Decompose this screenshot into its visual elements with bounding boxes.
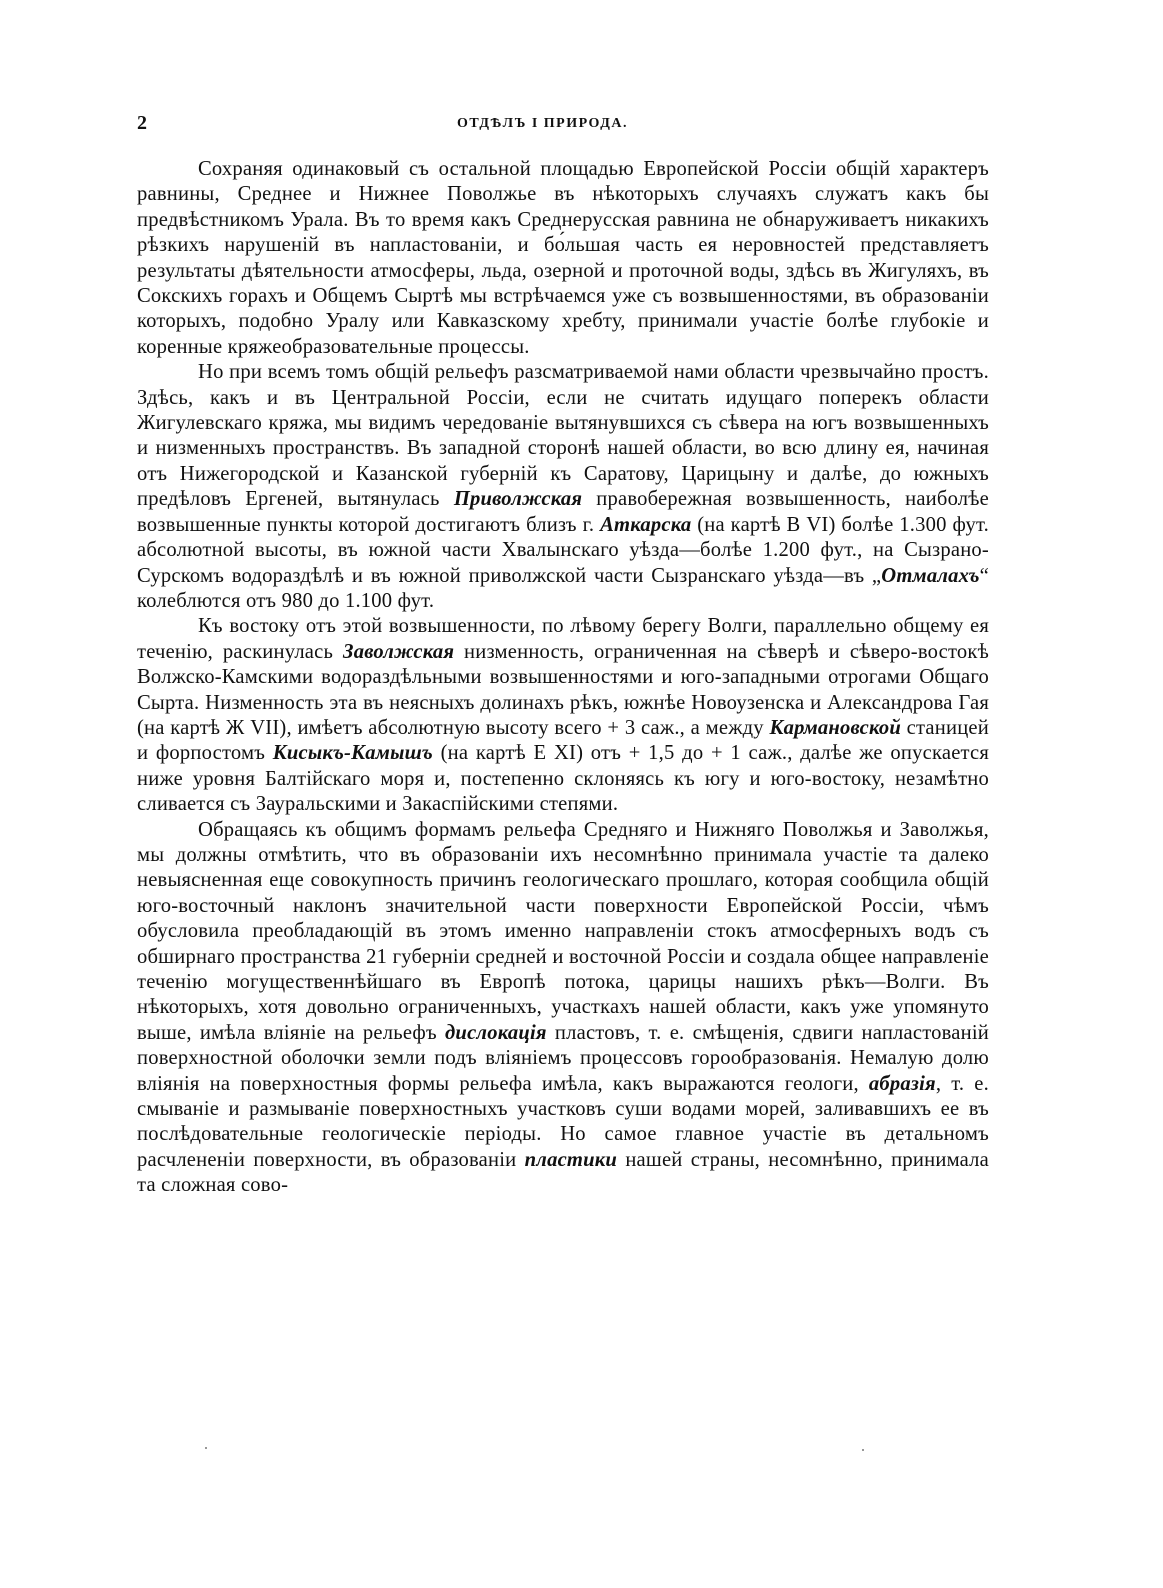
italic-term: дислокація	[445, 1021, 547, 1044]
text-run: , т. е. смываніе и размываніе поверхностныхъ участковъ суши водами морей, заливавшихъ ее въ послѣдовательные геологическіе періоды. Но самое главное участіе въ детальномъ расчлененіи поверхности, въ образованіи	[137, 1072, 989, 1171]
text-run: Но при всемъ томъ общій рельефъ разсматриваемой нами области чрезвычайно простъ. Здѣсь, какъ и въ Центральной Россіи, если не считать идущаго поперекъ области Жигулевскаго кряжа, мы видимъ чередованіе вытянувшихся съ сѣвера на югъ возвышенныхъ и низменныхъ пространствъ. Въ западной сторонѣ нашей области, во всю длину ея, начиная отъ Нижегородской и Казанской губерній къ Саратову, Царицыну и далѣе, до южныхъ предѣловъ Ергеней, вытянулась	[137, 361, 989, 511]
italic-term: Заволжская	[343, 640, 455, 663]
text-run: пластовъ, т. е. смѣщенія, сдвиги напластованій поверхностной оболочки земли подъ вліяніемъ процессовъ горообразованія. Немалую долю вліянія на поверхностныя формы рельефа имѣла, какъ выражаются геологи,	[137, 1021, 989, 1095]
paragraph	[137, 818, 989, 1199]
text-run: Сохраняя одинаковый съ остальной площадью Европейской Россіи общій характеръ равнины, Среднее и Нижнее Поволжье въ нѣкоторыхъ случаяхъ служатъ какъ бы предвѣстникомъ Урала. Въ то время какъ Среднерусская равнина не обнаруживаетъ никакихъ рѣзкихъ нарушеній въ напластованіи, и бо́льшая часть ея неровностей представляетъ результаты дѣятельности атмосферы, льда, озерной и проточной воды, здѣсь въ Жигуляхъ, въ Сокскихъ горахъ и Общемъ Сыртѣ мы встрѣчаемся уже съ возвышенностями, въ образованіи которыхъ, подобно Уралу или Кавказскому хребту, принимали участіе болѣе глубокіе и коренные кряжеобразовательные процессы.	[137, 158, 989, 358]
text-run: (на картѣ Е XI) отъ + 1,5 до + 1 саж., далѣе же опускается ниже уровня Балтійскаго моря и, постепенно склоняясь къ югу и юго-востоку, незамѣтно сливается съ Зауральскими и Закаспійскими степями.	[137, 742, 989, 816]
text-run: нашей страны, несомнѣнно, принимала та сложная сово-	[137, 1148, 989, 1197]
italic-term: Отмалахъ	[881, 564, 980, 587]
italic-term: Аткарска	[600, 513, 692, 536]
section-title: ОТДѢЛЪ I ПРИРОДА.	[457, 116, 628, 131]
italic-term: Кисыкъ-Камышъ	[272, 742, 433, 765]
text-run: Обращаясь къ общимъ формамъ рельефа Средняго и Нижняго Поволжья и Заволжья, мы должны отмѣтить, что въ образованіи ихъ несомнѣнно принимала участіе та далеко невыясненная еще совокупность причинъ геологическаго прошлаго, которая сообщила общій юго-восточный наклонъ значительной части поверхности Европейской Россіи, чѣмъ обусловила преобладающій въ этомъ именно направленіи стокъ атмосферныхъ водъ съ обширнаго пространства 21 губерніи средней и восточной Россіи и создала общее направленіе теченію могущественнѣйшаго въ Европѣ потока, царицы нашихъ рѣкъ—Волги. Въ нѣкоторыхъ, хотя довольно ограниченныхъ, участкахъ нашей области, какъ уже упомянуто выше, имѣла вліяніе на рельефъ	[137, 818, 989, 1044]
text-run: Къ востоку отъ этой возвышенности, по лѣвому берегу Волги, параллельно общему ея теченію, раскинулась	[137, 615, 989, 663]
print-speck	[862, 1449, 864, 1451]
text-run: “ колеблются отъ 980 до 1.100 фут.	[137, 564, 989, 612]
body-text	[137, 157, 989, 1199]
italic-term: Приволжская	[453, 488, 583, 511]
print-speck	[205, 1447, 207, 1449]
text-run: низменность, ограниченная на сѣверѣ и сѣверо-востокѣ Волжско-Камскими водораздѣльными возвышенностями и юго-западными отрогами Общаго Сырта. Низменность эта въ неясныхъ долинахъ рѣкъ, южнѣе Новоузенска и Александрова Гая (на картѣ Ж VII), имѣетъ абсолютную высоту всего + 3 саж., а между	[137, 640, 989, 739]
text-run: (на картѣ В VI) болѣе 1.300 фут. абсолютной высоты, въ южной части Хвалынскаго уѣзда—болѣе 1.200 фут., на Сызрано-Сурскомъ водораздѣлѣ и въ южной приволжской части Сызранскаго уѣзда—въ „	[137, 513, 989, 587]
italic-term: пластики	[524, 1148, 618, 1171]
page-number: 2	[137, 112, 147, 134]
paragraph	[137, 360, 989, 614]
running-head	[137, 112, 989, 138]
text-run: станицей и форпостомъ	[137, 716, 989, 765]
italic-term: абразія	[868, 1072, 936, 1095]
paragraph	[137, 157, 989, 360]
text-run: правобережная возвышенность, наиболѣе возвышенные пункты которой достигаютъ близъ г.	[137, 488, 989, 536]
italic-term: Кармановской	[769, 716, 901, 739]
paragraph	[137, 614, 989, 817]
